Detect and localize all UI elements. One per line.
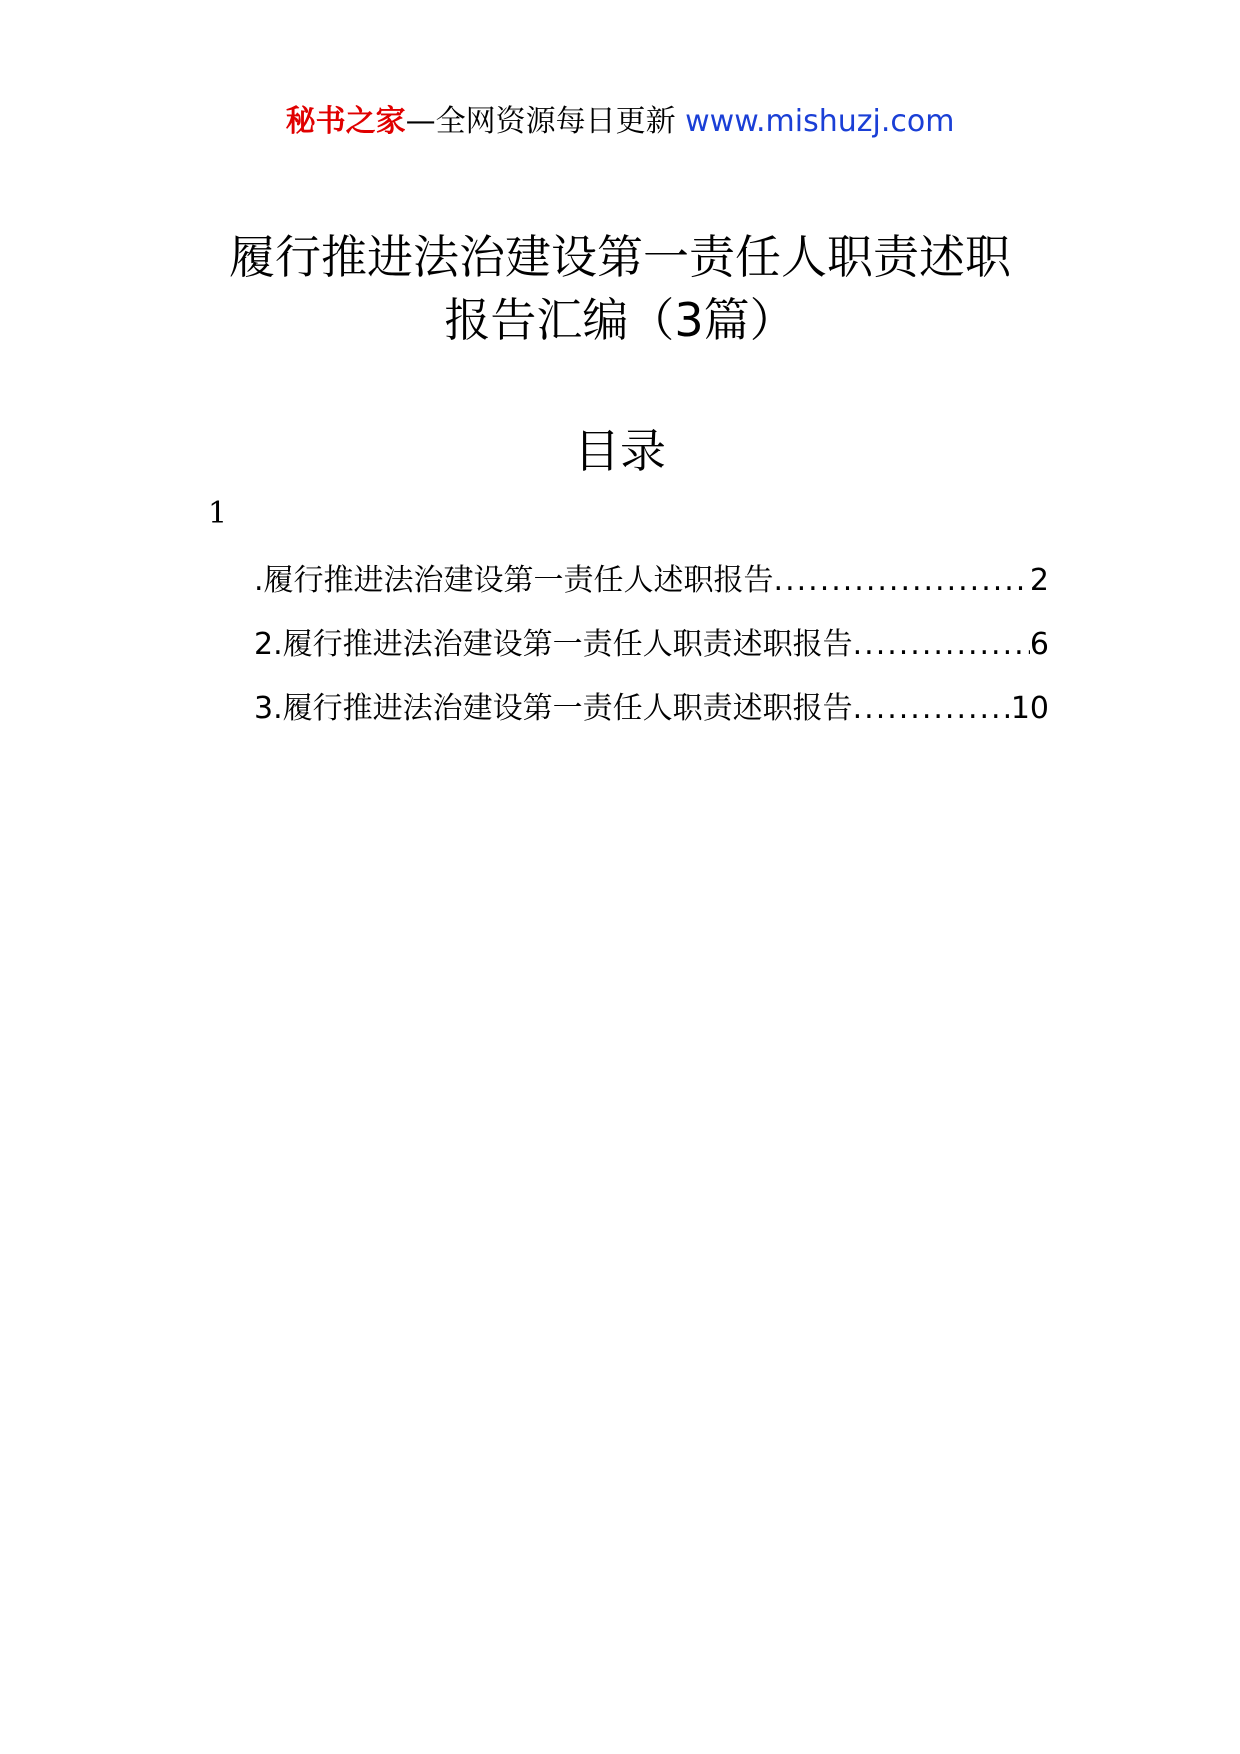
site-url-link[interactable]: www.mishuzj.com — [685, 104, 955, 139]
toc-entry-page: 10 — [1010, 691, 1049, 726]
brand-name: 秘书之家 — [285, 104, 406, 139]
toc-entry-page: 2 — [1029, 563, 1049, 598]
toc-entry-label: 2.履行推进法治建设第一责任人职责述职报告 — [254, 627, 853, 662]
site-header — [0, 100, 1240, 144]
toc-leader-dots — [774, 558, 1030, 604]
toc-heading: 目录 — [574, 424, 666, 478]
toc-entry-label: .履行推进法治建设第一责任人述职报告 — [254, 563, 774, 598]
document-title-line-2: 报告汇编（3篇） — [444, 293, 796, 347]
document-title-line-1: 履行推进法治建设第一责任人职责述职 — [229, 230, 1011, 284]
toc-leader-dots — [853, 686, 1011, 732]
toc-entry-label: 3.履行推进法治建设第一责任人职责述职报告 — [254, 691, 853, 726]
toc-entry[interactable] — [254, 622, 1049, 686]
toc-stray-number: 1 — [208, 496, 228, 531]
header-tagline: —全网资源每日更新 — [405, 104, 676, 139]
toc-leader-dots — [853, 622, 1030, 668]
toc-list — [254, 558, 1049, 750]
toc-entry-page: 6 — [1029, 627, 1049, 662]
toc-entry[interactable] — [254, 558, 1049, 622]
toc-entry[interactable] — [254, 686, 1049, 750]
